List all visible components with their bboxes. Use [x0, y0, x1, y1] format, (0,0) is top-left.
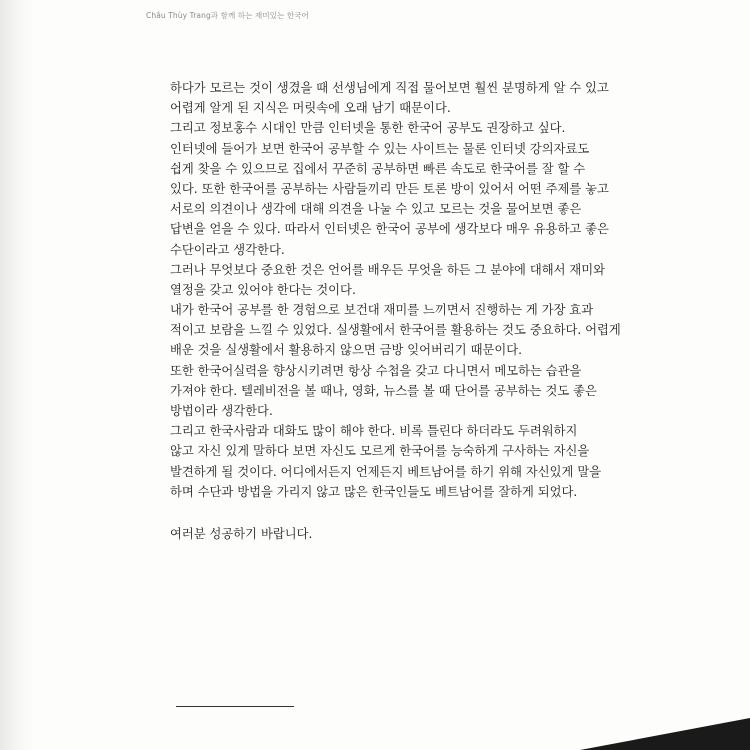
text-line-20: 발견하게 될 것이다. 어디에서든지 언제든지 베트남어를 하기 위해 자신있게 말을 — [170, 464, 602, 479]
text-line-19: 않고 자신 있게 말하다 보면 자신도 모르게 한국어를 능숙하게 구사하는 자신을 — [170, 444, 590, 459]
body-text — [170, 78, 621, 544]
text-line-6: 있다. 또한 한국어를 공부하는 사람들끼리 만든 토론 방이 있어서 어떤 주제를 놓고 — [170, 181, 609, 196]
text-line-12: 내가 한국어 공부를 한 경험으로 보건대 재미를 느끼면서 진행하는 게 가장 효과 — [170, 303, 594, 318]
closing-line: 여러분 성공하기 바랍니다. — [170, 526, 313, 541]
text-line-5: 쉽게 찾을 수 있으므로 집에서 꾸준히 공부하면 빠른 속도로 한국어를 잘 할 수 — [170, 161, 586, 176]
running-header: Châu Thùy Trang과 함께 하는 재미있는 한국어 — [146, 11, 309, 20]
footnote-rule — [176, 706, 294, 707]
text-line-4: 인터넷에 들어가 보면 한국어 공부할 수 있는 사이트는 물론 인터넷 강의자료도 — [170, 141, 590, 156]
text-line-8: 답변을 얻을 수 있다. 따라서 인터넷은 한국어 공부에 생각보다 매우 유용하고 좋은 — [170, 222, 609, 237]
text-line-11: 열정을 갖고 있어야 한다는 것이다. — [170, 282, 356, 297]
text-line-17: 방법이라 생각한다. — [170, 404, 273, 418]
text-line-15: 또한 한국어실력을 향상시키려면 항상 수첩을 갖고 다니면서 메모하는 습관을 — [170, 363, 582, 378]
text-line-10: 그러나 무엇보다 중요한 것은 언어를 배우든 무엇을 하든 그 분야에 대해서 재미와 — [170, 262, 605, 277]
text-line-7: 서로의 의견이나 생각에 대해 의견을 나눌 수 있고 모르는 것을 물어보면 좋은 — [170, 202, 582, 217]
text-line-1: 하다가 모르는 것이 생겼을 때 선생님에게 직접 물어보면 훨씬 분명하게 알 수 있고 — [170, 81, 609, 95]
paragraph-gap — [170, 502, 590, 524]
text-line-18: 그리고 한국사람과 대화도 많이 해야 한다. 비록 틀린다 하더라도 두려워하지 — [170, 424, 578, 439]
text-line-3: 그리고 정보홍수 시대인 만큼 인터넷을 통한 한국어 공부도 권장하고 싶다. — [170, 121, 566, 136]
page-gutter-shadow — [0, 0, 34, 750]
page-corner-shadow — [580, 718, 750, 750]
text-line-13: 적이고 보람을 느낄 수 있었다. 실생활에서 한국어를 활용하는 것도 중요하다. 어렵게 — [170, 323, 621, 338]
text-line-14: 배운 것을 실생활에서 활용하지 않으면 금방 잊어버리기 때문이다. — [170, 343, 522, 358]
text-line-21: 하며 수단과 방법을 가리지 않고 많은 한국인들도 베트남어를 잘하게 되었다. — [170, 484, 578, 499]
text-line-9: 수단이라고 생각한다. — [170, 242, 285, 257]
text-line-16: 가져야 한다. 텔레비전을 볼 때나, 영화, 뉴스를 볼 때 단어를 공부하는 것도 좋은 — [170, 383, 597, 398]
text-line-2: 어렵게 알게 된 지식은 머릿속에 오래 남기 때문이다. — [170, 101, 451, 116]
